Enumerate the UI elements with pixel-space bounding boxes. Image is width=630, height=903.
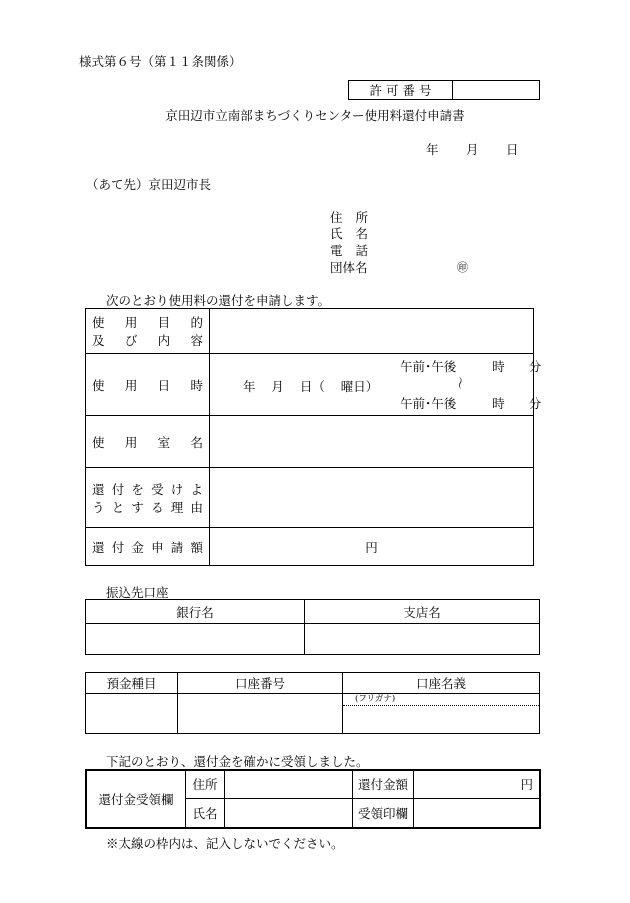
amount-unit: 円 [365,539,378,555]
branch-name-field[interactable] [305,624,540,655]
permit-number-box [348,80,540,100]
reason-field[interactable] [210,468,534,528]
permit-number-label: 許 可 番 号 [349,81,453,100]
seal-mark: ㊞ [457,261,468,274]
use-date-parts: 年 月 日（ 曜日） [243,379,379,394]
receipt-name-label: 氏名 [186,798,225,828]
account-holder-header: 口座名義 [343,673,540,694]
refund-amount-label: 還付金額 [353,770,414,798]
start-time: 午前･午後 時 分 [400,359,542,374]
receipt-intro: 下記のとおり、還付金を確かに受領しました。 [106,754,369,769]
bank-name-header: 銀行名 [86,600,305,624]
purpose-label: 使 用 目 的 及 び 内 容 [86,309,210,354]
time-tilde: ～ [452,376,468,390]
deposit-type-header: 預金種目 [86,673,178,694]
bank-table [85,599,540,655]
receipt-seal-field[interactable] [414,798,541,828]
bank-name-field[interactable] [86,624,305,655]
account-table [85,672,540,734]
refund-amount-field[interactable] [414,770,541,798]
receipt-name-field[interactable] [225,798,353,828]
end-time: 午前･午後 時 分 [400,396,542,411]
application-table [85,308,542,566]
amount-field[interactable] [210,528,534,566]
receipt-seal-label: 受領印欄 [353,798,414,828]
purpose-field[interactable] [210,309,534,354]
receipt-address-label: 住所 [186,770,225,798]
room-label: 使 用 室 名 [86,416,210,468]
applicant-phone-label: 電 話 [330,243,368,258]
applicant-address-label: 住 所 [330,210,368,225]
bank-section-label: 振込先口座 [106,585,169,600]
date-year: 年 [426,142,439,157]
account-number-header: 口座番号 [178,673,343,694]
receipt-address-field[interactable] [225,770,353,798]
branch-name-header: 支店名 [305,600,540,624]
note-text: ※太線の枠内は、記入しないでください。 [106,836,344,851]
refund-amount-unit: 円 [520,777,533,793]
reason-label: 還 付 を 受 け よ う と す る 理 由 [86,468,210,528]
datetime-field[interactable] [210,354,542,416]
date-day: 日 [506,142,519,157]
datetime-label: 使 用 日 時 [86,354,210,416]
receipt-label: 還付金受領欄 [86,770,186,828]
account-holder-field[interactable] [343,694,540,734]
document-title: 京田辺市立南部まちづくりセンター使用料還付申請書 [165,108,465,123]
deposit-type-field[interactable] [86,694,178,734]
applicant-group-label: 団体名 [330,260,368,275]
applicant-name-label: 氏 名 [330,226,368,241]
account-number-field[interactable] [178,694,343,734]
addressee: （あて先）京田辺市長 [86,177,212,192]
receipt-table [85,769,541,829]
room-field[interactable] [210,416,534,468]
permit-number-field[interactable] [453,81,540,100]
form-number: 様式第６号（第１１条関係） [79,54,242,69]
date-month: 月 [466,142,479,157]
intro-text: 次のとおり使用料の還付を申請します。 [106,293,331,308]
amount-label: 還 付 金 申 請 額 [86,528,210,566]
furigana-label: (フリガナ) [343,694,539,706]
